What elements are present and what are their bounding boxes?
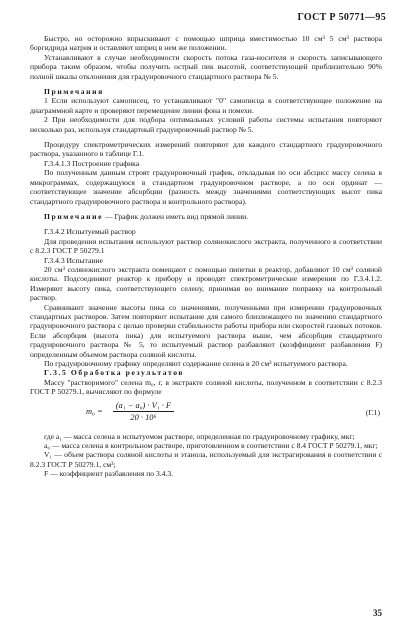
paragraph-graph: По полученным данным строят градуировочный график, откладывая по оси абсцисс массу селена в микрограммах, содержащуюся в стандартном градуировочном растворе, а по оси ординат — соответствующее значение абсорбции (разность между значениями соответствующих высот пика стандартного градуировочного раствора и контрольного раствора). (30, 168, 382, 206)
definition-f: F — коэффициент разбавления по 3.4.3. (44, 469, 174, 479)
formula-denominator: 20 · 10⁶ (130, 413, 157, 423)
paragraph-mass-calc: Массу "растворимого" селена m₀, г, в экстракте соляной кислоты, полученном в соответствии с 8.2.3 ГОСТ Р 50279.1, вычисляют по формуле (30, 377, 382, 397)
standard-header: ГОСТ Р 50771—95 (297, 12, 386, 23)
paragraph-injection: Быстро, но осторожно впрыскивают с помощью шприца вместимостью 10 см³ 5 см³ раствора боргидрида натрия и оставляют шприц в нем же положении. (30, 34, 382, 53)
section-heading-results: Г.3.5 Обработка результатов (44, 368, 185, 378)
definition-v1: V₁ — объем раствора соляной кислоты и этанола, используемый для экстрагирования в соответствии с 8.2.3 ГОСТ Р 50279.1, см³; (30, 450, 382, 469)
definition-a1: где a₁ — масса селена в испытуемом растворе, определенная по градуировочному графику, мкг; (44, 431, 355, 441)
paragraph-flow-setup: Устанавливают в случае необходимости скорость потока газа-носителя и скорость записывающего прибора таким образом, чтобы получить острый пик высотой, соответствующей приблизительно 90% полной шкалы отклонения для градуировочного стандартного раствора № 5. (30, 52, 382, 81)
formula-lhs: m₀ = (86, 406, 103, 416)
paragraph-test-solution: Для проведения испытания используют раствор солянокислого экстракта, полученного в соответствии с 8.2.3 ГОСТ Р 50279.1 (30, 236, 382, 256)
note-1: 1 Если используют самописец, то устанавливают "0" самописца в соответствующее положение на диаграммной карте и проверяют перемещение линии фона и помехи. (30, 96, 382, 115)
section-heading-test: Г.3.4.3 Испытание (44, 255, 103, 265)
note-label: Примечание (44, 211, 104, 221)
section-heading-graph: Г.3.4.1.3 Построение графика (44, 158, 140, 168)
formula-number: (Г.1) (365, 407, 380, 417)
note-2: 2 При необходимости для подбора оптимальных условий работы системы испытания повторяют несколько раз, используя стандартный градуировочный раствор № 5. (30, 115, 382, 134)
paragraph-graph-determine: По градуировочному графику определяют содержание селена в 20 см³ испытуемого раствора. (44, 359, 348, 368)
formula-numerator: (a₁ − a₀) · V₁ · F (113, 401, 174, 412)
note-text: — График должен иметь вид прямой линии. (103, 211, 249, 221)
notes-title: Примечания (44, 87, 104, 97)
note-graph (30, 212, 382, 221)
document-body (30, 34, 382, 479)
page-number: 35 (373, 608, 382, 618)
definitions (30, 432, 382, 479)
paragraph-procedure: Процедуру спектрометрических измерений повторяют для каждого стандартного градуировочного раствора, указанного в таблице Г.1. (30, 140, 382, 159)
section-heading-test-solution: Г.3.4.2 Испытуемый раствор (44, 227, 136, 237)
paragraph-test: 20 см³ солянокислого экстракта помещают с помощью пипетки в реактор, добавляют 10 см³ соляной кислоты. Подсоединяют реактор к прибору и проводят спектрометрические измерения по Г.3.4.1.2. Измеряют высоту пика, соответствующего селену, принимая во внимание поправку на контрольный раствор. (30, 264, 382, 303)
paragraph-compare: Сравнивают значение высоты пика со значениями, полученными при измерении градуировочных стандартных растворов. Затем повторяют испытание для самого близлежащего по значению стандартного градуировочного раствора с целью проверки стабильности работы прибора или скоростей газовых потоков. Если абсорбция (высота пика) для испытуемого раствора выше, чем абсорбция стандартного градуировочного раствора № 5, то испытуемый раствор разбавляют (коэффициент разбавления F) определенным объемом раствора соляной кислоты. (30, 302, 382, 359)
formula-g1 (30, 399, 382, 429)
definition-a0: a₀ — масса селена в контрольном растворе, приготовленном в соответствии с 8.4 ГОСТ Р 50279.1, мкг; (44, 441, 378, 451)
